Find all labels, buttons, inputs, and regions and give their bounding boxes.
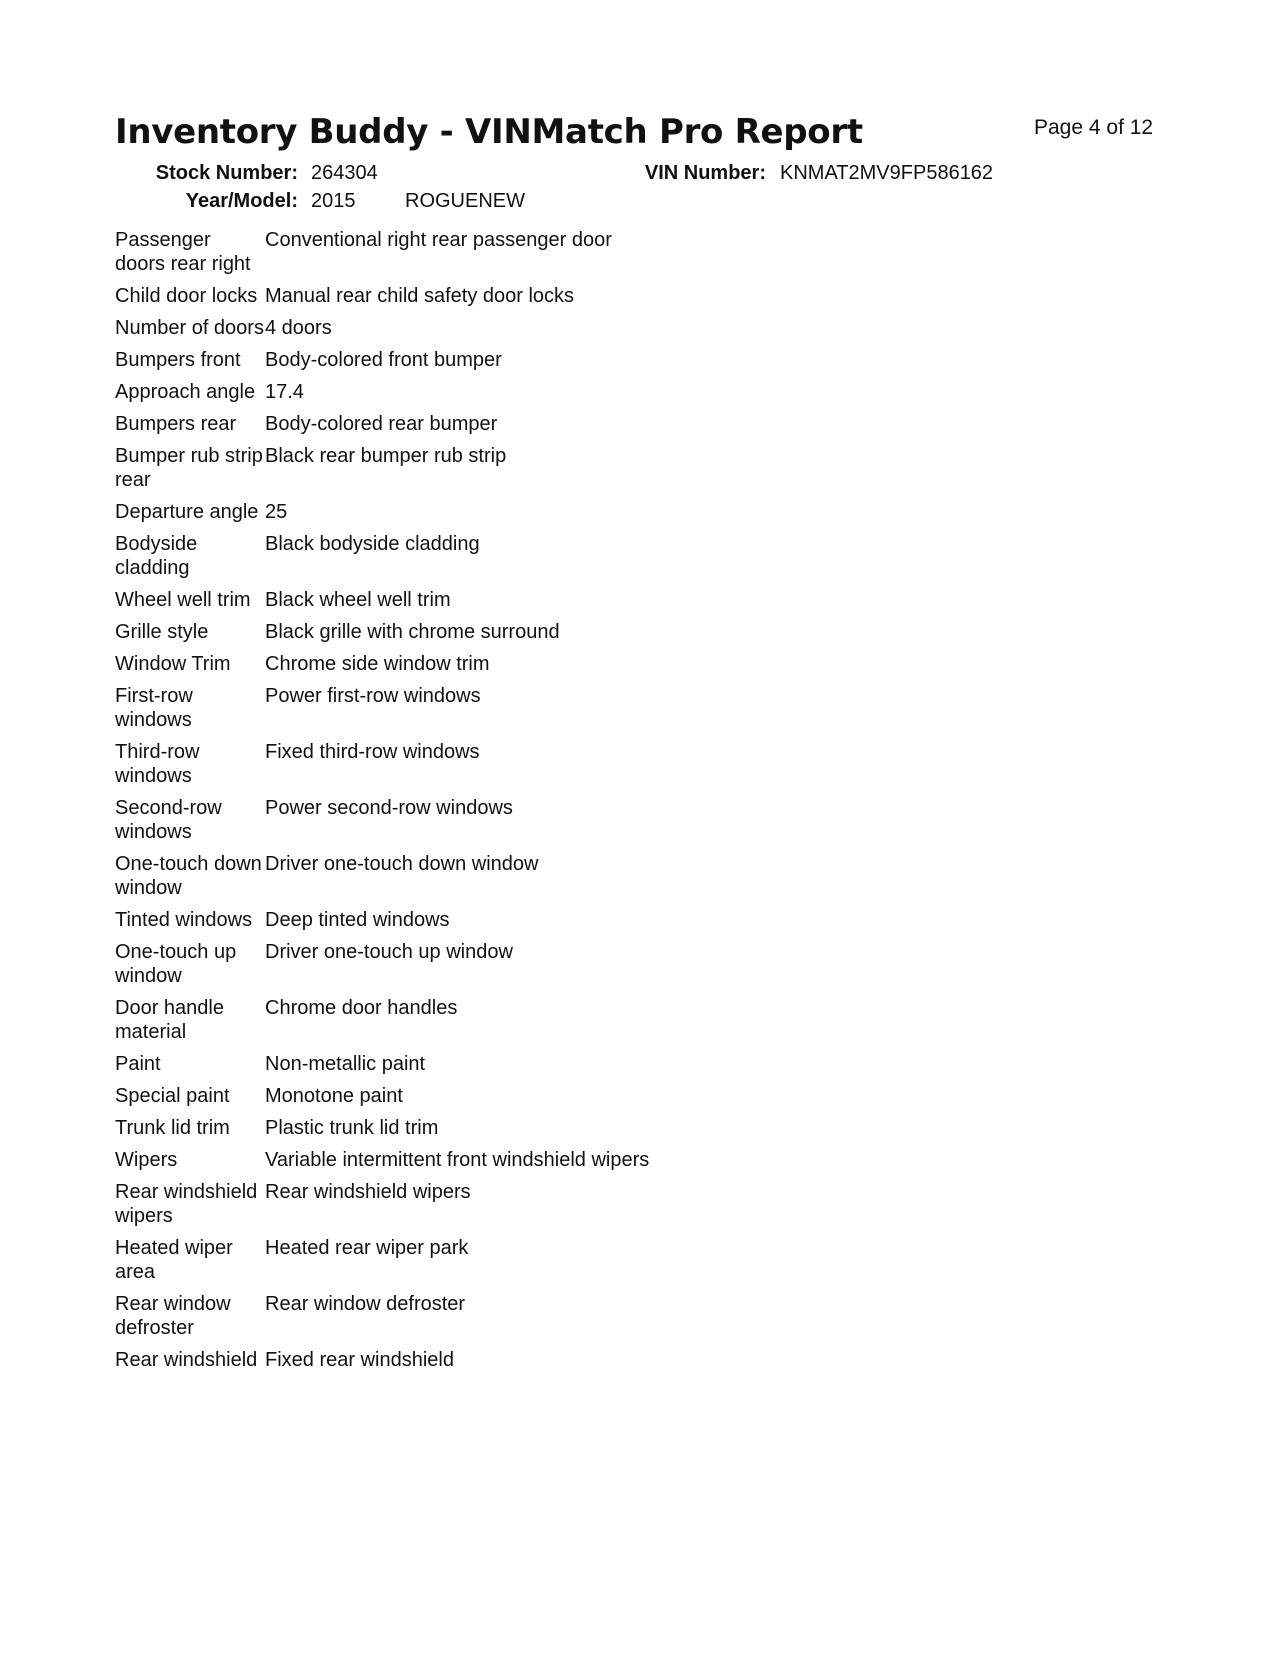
spec-value: Black rear bumper rub strip — [265, 445, 507, 467]
spec-value: Rear windshield wipers — [265, 1181, 471, 1203]
spec-label: Rear window defroster — [115, 1293, 231, 1339]
spec-value: Black wheel well trim — [265, 589, 451, 611]
spec-label: Rear windshield — [115, 1349, 258, 1371]
spec-value: Black bodyside cladding — [265, 533, 480, 555]
spec-row — [115, 852, 1165, 900]
spec-label: First-row windows — [115, 685, 193, 731]
spec-label: Passenger doors rear right — [115, 229, 251, 275]
spec-value: Chrome side window trim — [265, 653, 490, 675]
spec-label: Paint — [115, 1053, 161, 1075]
spec-row — [115, 796, 1165, 844]
spec-row — [115, 1052, 1165, 1076]
spec-label: Bumper rub strip rear — [115, 445, 263, 491]
spec-label: Tinted windows — [115, 909, 253, 931]
vin-number-value: KNMAT2MV9FP586162 — [780, 162, 994, 184]
spec-value: Power second-row windows — [265, 797, 513, 819]
spec-value: Driver one-touch up window — [265, 941, 513, 963]
spec-row — [115, 1084, 1165, 1108]
spec-row — [115, 996, 1165, 1044]
spec-value: Manual rear child safety door locks — [265, 285, 575, 307]
spec-value: Non-metallic paint — [265, 1053, 426, 1075]
year-model-label: Year/Model: — [185, 190, 298, 212]
spec-label: Bumpers rear — [115, 413, 237, 435]
spec-row — [115, 740, 1165, 788]
spec-label: Special paint — [115, 1085, 230, 1107]
spec-row — [115, 1236, 1165, 1284]
spec-label: Departure angle — [115, 501, 259, 523]
spec-row — [115, 940, 1165, 988]
spec-row — [115, 316, 1165, 340]
vin-number-label: VIN Number: — [644, 162, 766, 184]
model-value: ROGUENEW — [405, 190, 525, 212]
spec-label: Child door locks — [115, 285, 258, 307]
spec-row — [115, 588, 1165, 612]
spec-label: Second-row windows — [115, 797, 222, 843]
spec-row — [115, 684, 1165, 732]
spec-value: 4 doors — [265, 317, 332, 339]
spec-value: Monotone paint — [265, 1085, 403, 1107]
spec-label: Wheel well trim — [115, 589, 251, 611]
page-indicator: Page 4 of 12 — [1034, 116, 1154, 139]
spec-value: Fixed third-row windows — [265, 741, 480, 763]
spec-row — [115, 1148, 1165, 1172]
spec-value: Chrome door handles — [265, 997, 458, 1019]
spec-label: Wipers — [115, 1149, 178, 1171]
spec-value: Variable intermittent front windshield wipers — [265, 1149, 650, 1171]
spec-row — [115, 1116, 1165, 1140]
spec-row — [115, 1348, 1165, 1372]
spec-value: 25 — [265, 501, 288, 523]
spec-label: Bumpers front — [115, 349, 241, 371]
spec-value: Conventional right rear passenger door — [265, 229, 612, 251]
spec-label: Approach angle — [115, 381, 256, 403]
spec-value: Rear window defroster — [265, 1293, 466, 1315]
spec-label: Window Trim — [115, 653, 231, 675]
spec-value: Driver one-touch down window — [265, 853, 539, 875]
spec-label: One-touch up window — [115, 941, 237, 987]
spec-row — [115, 284, 1165, 308]
spec-row — [115, 1180, 1165, 1228]
spec-value: Power first-row windows — [265, 685, 481, 707]
spec-row — [115, 380, 1165, 404]
spec-row — [115, 652, 1165, 676]
spec-value: Deep tinted windows — [265, 909, 450, 931]
spec-value: Heated rear wiper park — [265, 1237, 469, 1259]
spec-value: Fixed rear windshield — [265, 1349, 454, 1371]
spec-label: Rear windshield wipers — [115, 1181, 258, 1227]
spec-label: Trunk lid trim — [115, 1117, 230, 1139]
spec-row — [115, 620, 1165, 644]
report-title: Inventory Buddy - VINMatch Pro Report — [115, 112, 863, 152]
spec-row — [115, 1292, 1165, 1340]
spec-list — [115, 228, 1165, 1380]
spec-value: Plastic trunk lid trim — [265, 1117, 439, 1139]
spec-row — [115, 412, 1165, 436]
stock-number-label: Stock Number: — [155, 162, 298, 184]
spec-label: Bodyside cladding — [115, 533, 198, 579]
spec-row — [115, 908, 1165, 932]
spec-value: Body-colored front bumper — [265, 349, 502, 371]
spec-label: One-touch down window — [115, 853, 262, 899]
spec-row — [115, 348, 1165, 372]
spec-row — [115, 444, 1165, 492]
spec-label: Door handle material — [115, 997, 224, 1043]
spec-label: Number of doors — [115, 317, 264, 339]
spec-label: Grille style — [115, 621, 209, 643]
spec-row — [115, 500, 1165, 524]
spec-label: Heated wiper area — [115, 1237, 233, 1283]
spec-value: Body-colored rear bumper — [265, 413, 498, 435]
year-value: 2015 — [311, 190, 356, 212]
spec-row — [115, 228, 1165, 276]
spec-value: 17.4 — [265, 381, 304, 403]
stock-number-value: 264304 — [311, 162, 378, 184]
spec-row — [115, 532, 1165, 580]
spec-label: Third-row windows — [115, 741, 200, 787]
spec-value: Black grille with chrome surround — [265, 621, 560, 643]
